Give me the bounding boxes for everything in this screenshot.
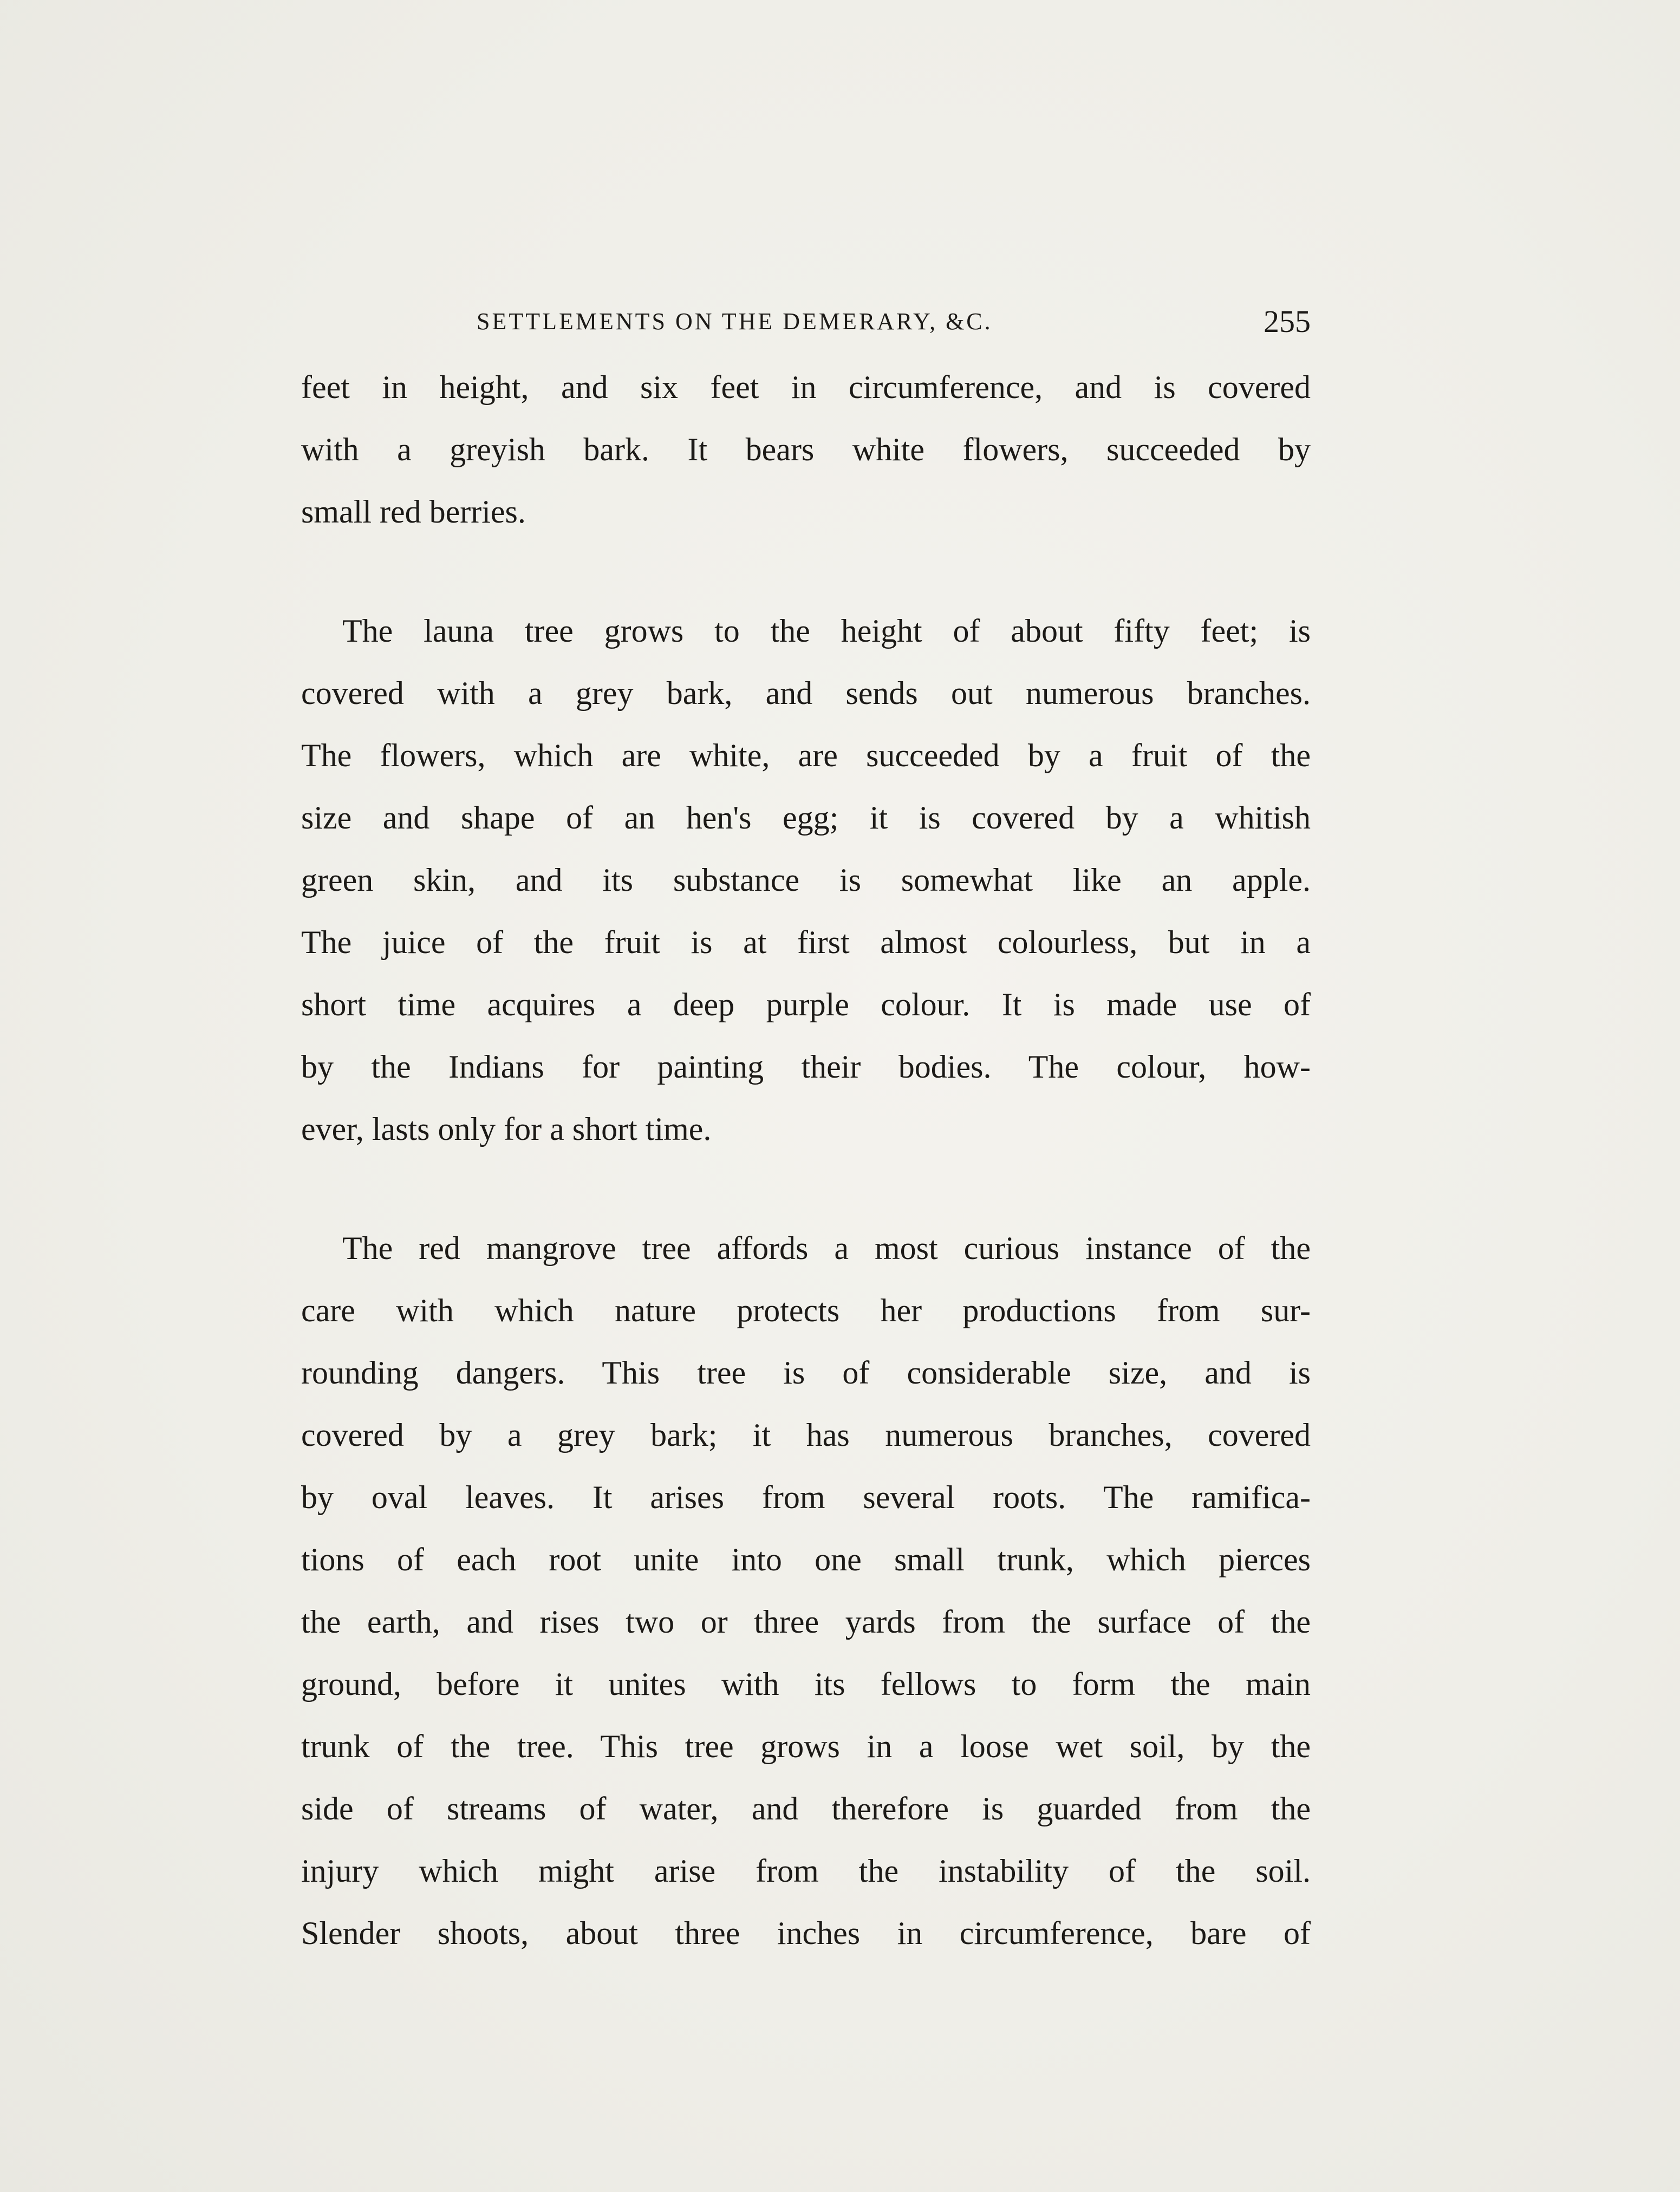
text-line: Slender shoots, about three inches in circumference, bare of (301, 1915, 1311, 1951)
text-line: covered by a grey bark; it has numerous branches, covered (301, 1417, 1311, 1453)
text-line: care with which nature protects her productions from sur- (301, 1293, 1311, 1328)
paragraph-spacer (301, 1160, 1311, 1217)
text-line: ever, lasts only for a short time. (301, 1111, 712, 1147)
page-header (477, 303, 1311, 347)
text-line: tions of each root unite into one small trunk, which pierces (301, 1542, 1311, 1577)
text-line: The red mangrove tree affords a most curious instance of the (342, 1230, 1311, 1266)
paragraph (301, 356, 1311, 543)
text-line: side of streams of water, and therefore is guarded from the (301, 1791, 1311, 1826)
text-line: size and shape of an hen's egg; it is covered by a whitish (301, 800, 1311, 836)
text-line: The flowers, which are white, are succeeded by a fruit of the (301, 738, 1311, 773)
text-line: feet in height, and six feet in circumference, and is covered (301, 369, 1311, 405)
text-line: The launa tree grows to the height of about fifty feet; is (342, 613, 1311, 649)
text-line: with a greyish bark. It bears white flowers, succeeded by (301, 432, 1311, 467)
text-line: covered with a grey bark, and sends out numerous branches. (301, 675, 1311, 711)
text-line: green skin, and its substance is somewhat like an apple. (301, 862, 1311, 898)
text-line: the earth, and rises two or three yards from the surface of the (301, 1604, 1311, 1640)
paragraph (301, 1217, 1311, 1965)
text-line: ground, before it unites with its fellows to form the main (301, 1666, 1311, 1702)
text-line: by oval leaves. It arises from several roots. The ramifica- (301, 1479, 1311, 1515)
text-line: short time acquires a deep purple colour. It is made use of (301, 987, 1311, 1022)
text-line: by the Indians for painting their bodies. The colour, how- (301, 1049, 1311, 1085)
text-line: rounding dangers. This tree is of considerable size, and is (301, 1355, 1311, 1391)
text-line: trunk of the tree. This tree grows in a loose wet soil, by the (301, 1728, 1311, 1764)
paragraph-spacer (301, 543, 1311, 600)
paragraph (301, 600, 1311, 1160)
text-line: The juice of the fruit is at first almost colourless, but in a (301, 924, 1311, 960)
text-line: small red berries. (301, 494, 526, 530)
text-line: injury which might arise from the instability of the soil. (301, 1853, 1311, 1889)
page-number: 255 (1264, 304, 1311, 339)
running-head: SETTLEMENTS ON THE DEMERARY, &C. (477, 308, 993, 335)
body-text (301, 356, 1311, 1965)
